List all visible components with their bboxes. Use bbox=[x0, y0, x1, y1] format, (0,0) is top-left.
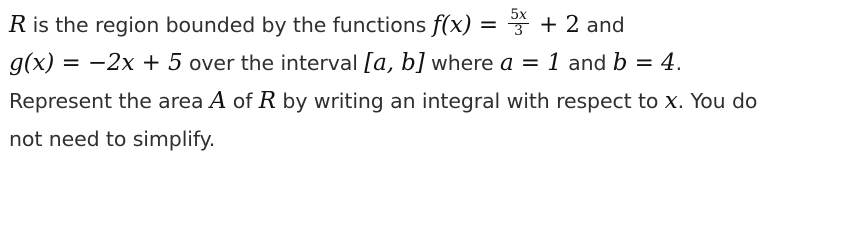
fraction-five-x-over-three bbox=[508, 8, 529, 39]
problem-line-2 bbox=[9, 44, 841, 82]
function-g-expression: g(x) = −2x + 5 bbox=[9, 50, 183, 76]
function-f-expression: f(x) = bbox=[432, 12, 506, 38]
fraction-numerator bbox=[508, 8, 529, 24]
interval-notation: [a, b] bbox=[364, 50, 425, 76]
text-segment: over the interval bbox=[182, 51, 365, 75]
text-segment: Represent the area bbox=[9, 89, 210, 113]
text-segment: by writing an integral with respect to bbox=[276, 89, 665, 113]
text-segment: of bbox=[226, 89, 259, 113]
function-f-constant-term: + 2 bbox=[531, 12, 580, 38]
problem-statement bbox=[9, 6, 841, 158]
upper-bound-equation: b = 4 bbox=[612, 50, 676, 76]
text-segment: and bbox=[561, 51, 613, 75]
problem-line-4 bbox=[9, 120, 841, 158]
text-segment: not need to simplify. bbox=[9, 127, 216, 151]
region-symbol: R bbox=[258, 88, 277, 114]
area-symbol: A bbox=[209, 88, 227, 114]
text-segment: where bbox=[424, 51, 500, 75]
problem-line-3 bbox=[9, 82, 841, 120]
text-segment: . You do bbox=[677, 89, 758, 113]
numerator-coefficient: 5 bbox=[510, 6, 520, 23]
numerator-variable: x bbox=[519, 6, 527, 23]
text-segment: and bbox=[579, 13, 625, 37]
text-segment: is the region bounded by the functions bbox=[26, 13, 433, 37]
fraction-denominator: 3 bbox=[514, 22, 523, 39]
lower-bound-equation: a = 1 bbox=[499, 50, 562, 76]
integration-variable: x bbox=[664, 88, 678, 114]
text-segment: . bbox=[675, 51, 682, 75]
problem-line-1 bbox=[9, 6, 841, 44]
region-symbol: R bbox=[9, 12, 27, 38]
